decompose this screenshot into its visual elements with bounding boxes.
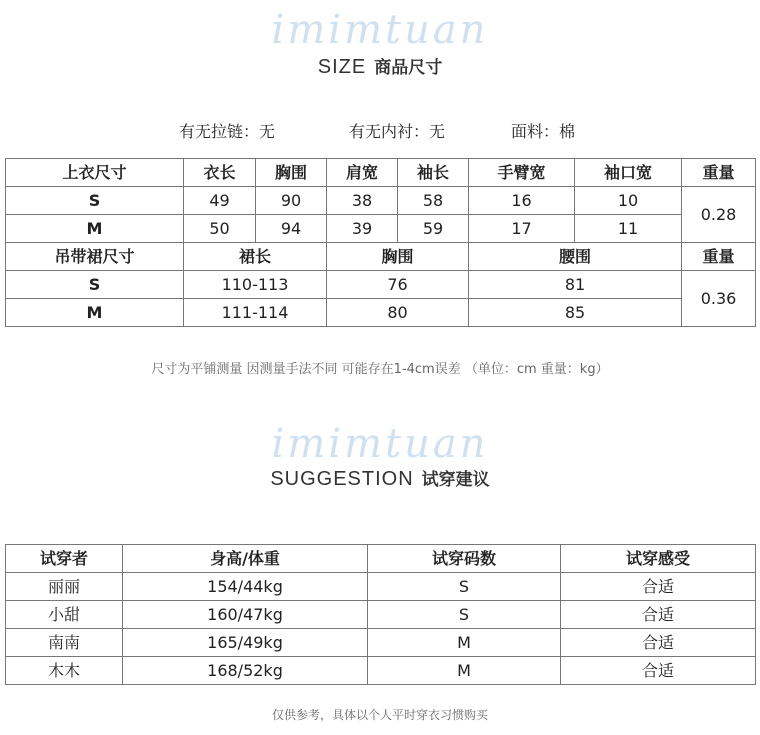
table-cell: 合适 [561,573,756,601]
fabric-info: 面料：棉 [511,122,576,141]
table-cell: 丽丽 [6,573,123,601]
table-header-cell: 袖长 [398,159,469,187]
table-header-cell: 衣长 [184,159,256,187]
size-label: S [6,271,184,299]
table-row [6,601,756,629]
size-heading-zh: 商品尺寸 [374,58,443,78]
table-cell: 165/49kg [123,629,368,657]
weight-cell: 0.36 [682,271,756,327]
table-row [6,573,756,601]
brand-logo: imimtuan [271,7,489,53]
table-row [6,299,756,327]
dress-header-row [6,243,756,271]
table-cell: 85 [469,299,682,327]
weight-cell: 0.28 [682,187,756,243]
table-cell: 94 [256,215,327,243]
suggestion-note: 仅供参考，具体以个人平时穿衣习惯购买 [271,708,488,722]
table-cell: 154/44kg [123,573,368,601]
table-cell: 合适 [561,657,756,685]
table-row [6,629,756,657]
table-cell: 合适 [561,629,756,657]
table-cell: 59 [398,215,469,243]
size-heading [0,56,760,77]
table-header-cell: 肩宽 [327,159,398,187]
table-header-cell: 重量 [682,159,756,187]
table-header-cell: 胸围 [327,243,469,271]
table-cell: 木木 [6,657,123,685]
trial-table [5,544,756,685]
table-cell: 111-114 [184,299,327,327]
table-cell: 160/47kg [123,601,368,629]
table-header-cell: 腰围 [469,243,682,271]
table-cell: M [368,657,561,685]
table-cell: 小甜 [6,601,123,629]
table-header-cell: 裙长 [184,243,327,271]
table-cell: S [368,601,561,629]
lining-info: 有无内衬：无 [349,122,446,141]
table-header-cell: 上衣尺寸 [6,159,184,187]
table-header-cell: 试穿码数 [368,545,561,573]
table-cell: M [368,629,561,657]
table-cell: 168/52kg [123,657,368,685]
size-label: M [6,299,184,327]
table-cell: 17 [469,215,575,243]
size-label: M [6,215,184,243]
table-header-cell: 重量 [682,243,756,271]
table-header-cell: 试穿感受 [561,545,756,573]
table-row [6,187,756,215]
table-cell: 80 [327,299,469,327]
table-cell: 38 [327,187,398,215]
table-cell: 50 [184,215,256,243]
table-cell: 合适 [561,601,756,629]
table-cell: 90 [256,187,327,215]
table-cell: 58 [398,187,469,215]
table-cell: 南南 [6,629,123,657]
table-header-cell: 吊带裙尺寸 [6,243,184,271]
suggestion-heading [0,468,760,489]
table-cell: 39 [327,215,398,243]
table-cell: 10 [575,187,682,215]
table-cell: S [368,573,561,601]
zipper-info: 有无拉链：无 [179,122,276,141]
table-cell: 76 [327,271,469,299]
size-note: 尺寸为平铺测量 因测量手法不同 可能存在1-4cm误差 （单位：cm 重量：kg） [151,362,609,377]
table-cell: 110-113 [184,271,327,299]
brand-logo: imimtuan [271,421,489,467]
suggestion-heading-zh: 试穿建议 [421,470,490,490]
table-row [6,271,756,299]
table-cell: 49 [184,187,256,215]
table-header-cell: 试穿者 [6,545,123,573]
table-cell: 16 [469,187,575,215]
table-header-cell: 身高/体重 [123,545,368,573]
table-cell: 81 [469,271,682,299]
size-heading-en: SIZE [317,56,367,78]
top-header-row [6,159,756,187]
size-label: S [6,187,184,215]
table-header-cell: 胸围 [256,159,327,187]
table-header-cell: 手臂宽 [469,159,575,187]
size-table [5,158,756,327]
table-row [6,657,756,685]
table-row [6,215,756,243]
table-header-cell: 袖口宽 [575,159,682,187]
table-cell: 11 [575,215,682,243]
suggestion-heading-en: SUGGESTION [270,468,414,490]
trial-header-row [6,545,756,573]
